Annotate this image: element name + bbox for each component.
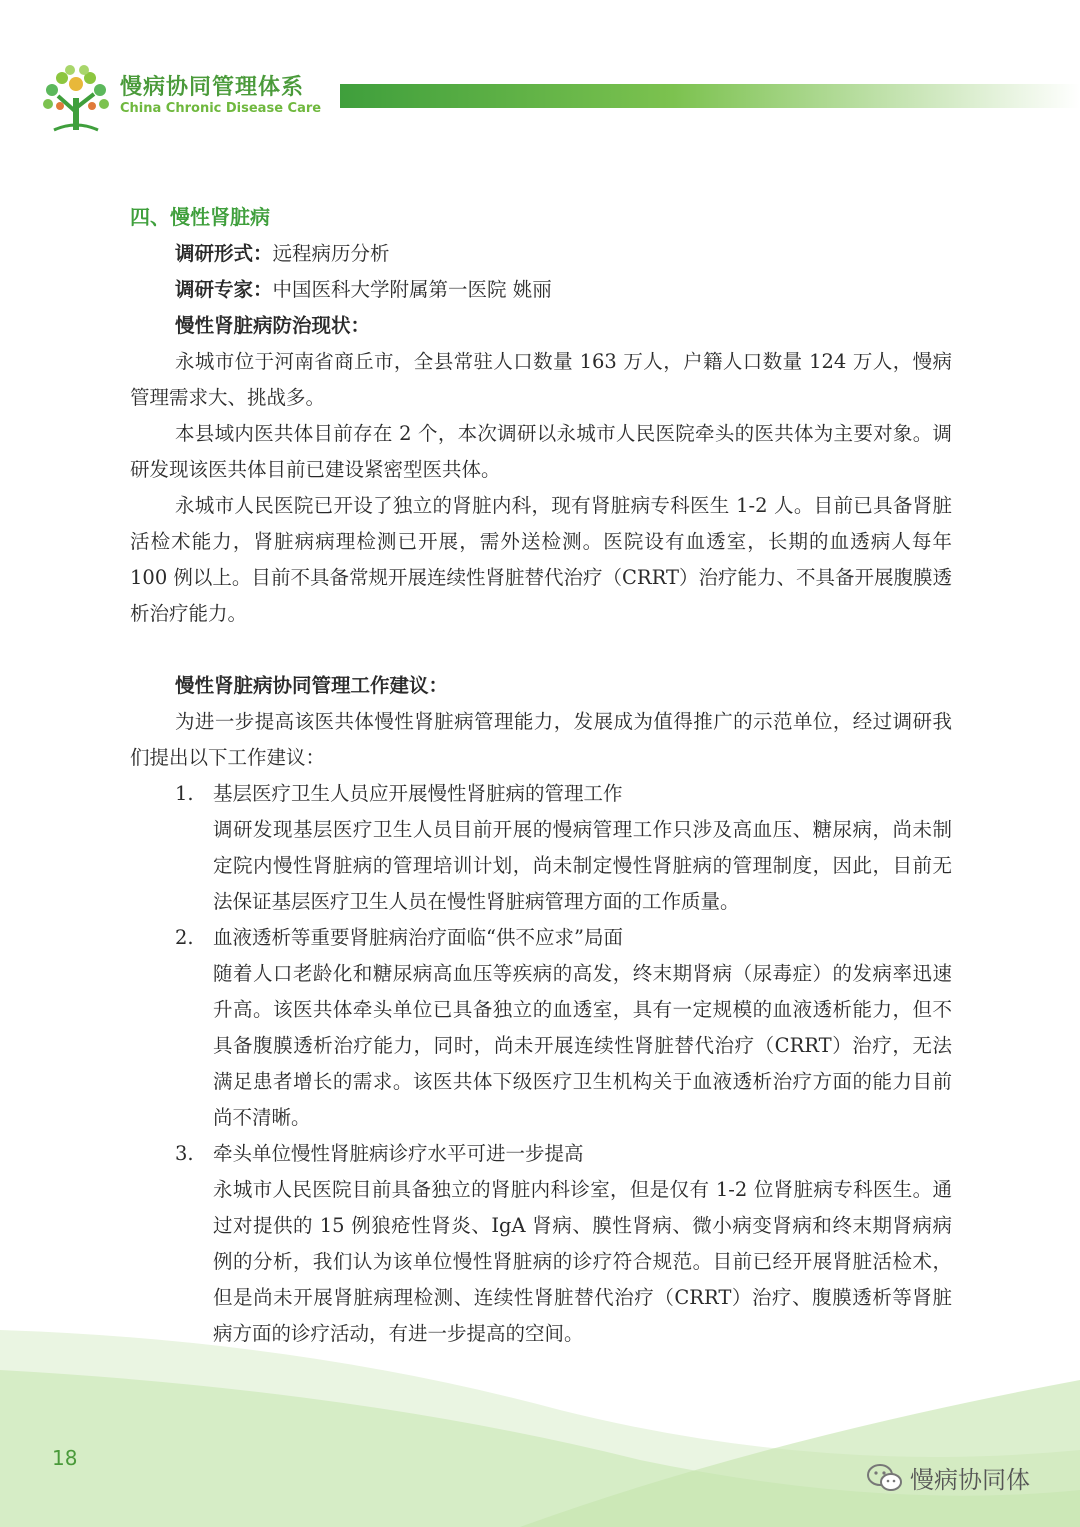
status-paragraphs [130,344,952,632]
advice-item-number: 1. [175,782,194,805]
advice-item-number: 2. [175,926,194,949]
survey-expert-line [130,272,952,308]
status-heading: 慢性肾脏病防治现状： [175,314,371,337]
header-gradient-bar [340,84,1080,108]
page-header [0,0,1080,150]
advice-heading: 慢性肾脏病协同管理工作建议： [175,674,449,697]
status-paragraph-3: 永城市人民医院已开设了独立的肾脏内科，现有肾脏病专科医生 1-2 人。目前已具备肾脏活检术能力，肾脏病病理检测已开展，需外送检测。医院设有血透室，长期的血透病人每年 100 例以上。目前不具备常规开展连续性肾脏替代治疗（CRRT）治疗能力、不具备开展腹膜透析治疗能力。 [130,494,952,625]
survey-expert-value: 中国医科大学附属第一医院 姚丽 [272,278,552,301]
advice-item-1-heading [130,776,952,812]
advice-item-title: 基层医疗卫生人员应开展慢性肾脏病的管理工作 [213,782,623,805]
page-number: 18 [52,1446,78,1470]
advice-item-2-body: 随着人口老龄化和糖尿病高血压等疾病的高发，终末期肾病（尿毒症）的发病率迅速升高。该医共体牵头单位已具备独立的血透室，具有一定规模的血液透析能力，但不具备腹膜透析治疗能力，同时，尚未开展连续性肾脏替代治疗（CRRT）治疗，无法满足患者增长的需求。该医共体下级医疗卫生机构关于血液透析治疗方面的能力目前尚不清晰。 [213,962,952,1129]
section-title: 四、慢性肾脏病 [130,205,270,229]
spacer [130,632,952,668]
advice-item-title: 血液透析等重要肾脏病治疗面临“供不应求”局面 [213,926,623,949]
survey-form-line [130,236,952,272]
brand-name-cn: 慢病协同管理体系 [120,75,305,100]
brand-name-en: China Chronic Disease Care [120,101,322,116]
survey-expert-label: 调研专家： [175,278,273,301]
wechat-account-name: 慢病协同体 [910,1466,1030,1494]
advice-item-number: 3. [175,1142,194,1165]
advice-item-2-heading [130,920,952,956]
advice-item-3-heading [130,1136,952,1172]
wechat-icon [866,1462,904,1494]
advice-intro: 为进一步提高该医共体慢性肾脏病管理能力，发展成为值得推广的示范单位，经过调研我们提出以下工作建议： [130,710,952,769]
tree-logo-icon [40,62,112,132]
advice-item-title: 牵头单位慢性肾脏病诊疗水平可进一步提高 [213,1142,584,1165]
status-paragraph-2: 本县域内医共体目前存在 2 个，本次调研以永城市人民医院牵头的医共体为主要对象。调研发现该医共体目前已建设紧密型医共体。 [130,422,952,481]
survey-form-value: 远程病历分析 [272,242,390,265]
page-content [130,198,952,1352]
survey-form-label: 调研形式： [175,242,273,265]
advice-item-3-body: 永城市人民医院目前具备独立的肾脏内科诊室，但是仅有 1-2 位肾脏病专科医生。通过对提供的 15 例狼疮性肾炎、IgA 肾病、膜性肾病、微小病变肾病和终末期肾病病例的分析，我们认为该单位慢性肾脏病的诊疗符合规范。目前已经开展肾脏活检术，但是尚未开展肾脏病理检测、连续性肾脏替代治疗（CRRT）治疗、腹膜透析等肾脏病方面的诊疗活动，有进一步提高的空间。 [213,1178,952,1345]
advice-item-1-body: 调研发现基层医疗卫生人员目前开展的慢病管理工作只涉及高血压、糖尿病，尚未制定院内慢性肾脏病的管理培训计划，尚未制定慢性肾脏病的管理制度，因此，目前无法保证基层医疗卫生人员在慢性肾脏病管理方面的工作质量。 [213,818,952,913]
wechat-watermark [866,1460,1030,1495]
status-paragraph-1: 永城市位于河南省商丘市，全县常驻人口数量 163 万人，户籍人口数量 124 万人，慢病管理需求大、挑战多。 [130,350,952,409]
advice-intro-block [130,704,952,776]
